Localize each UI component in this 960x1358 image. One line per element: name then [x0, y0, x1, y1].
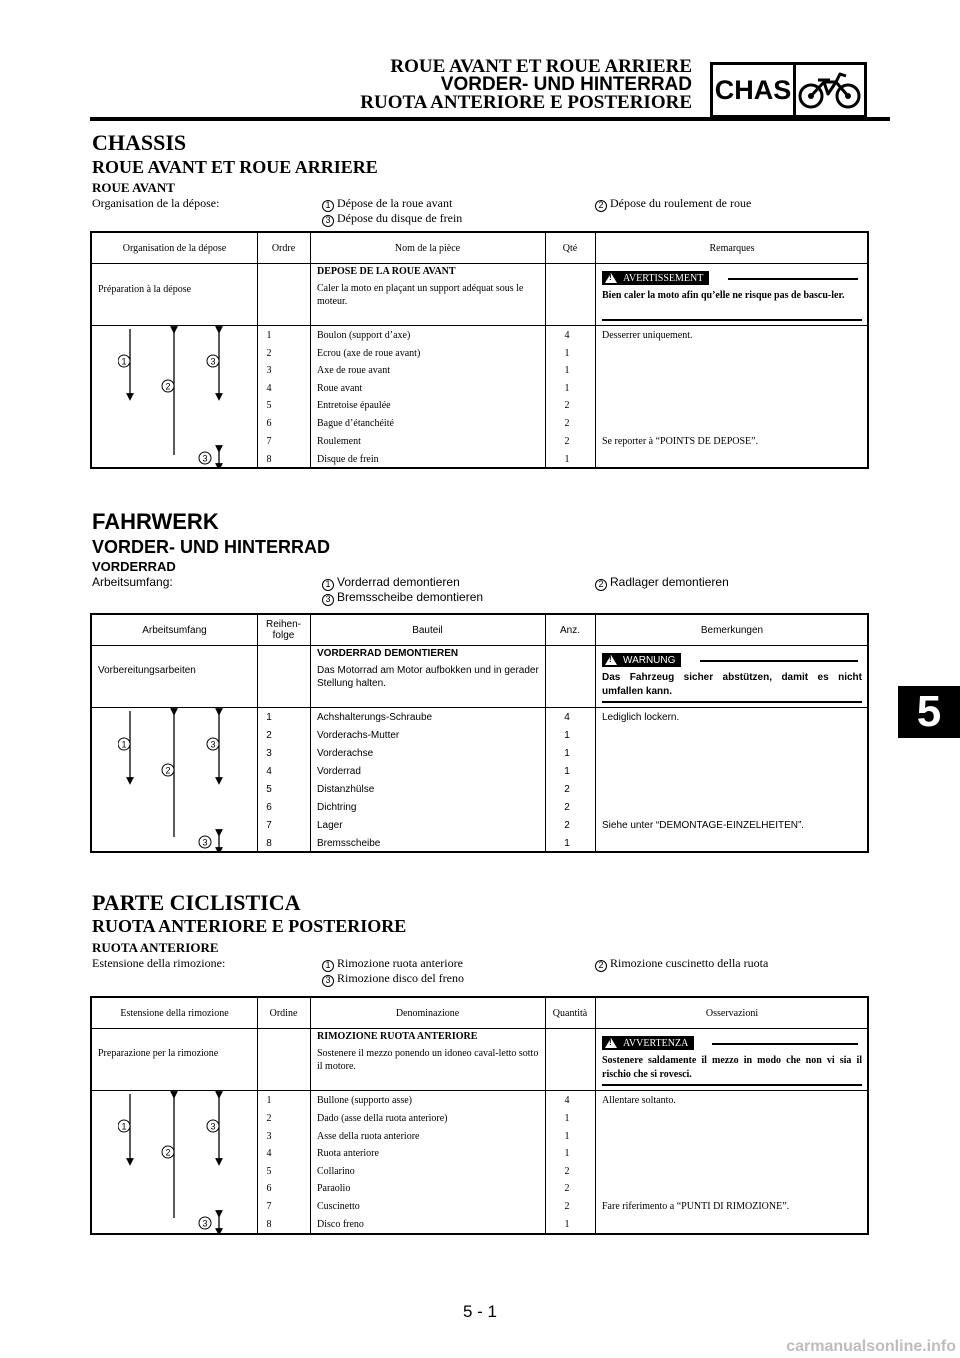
step-title: RIMOZIONE RUOTA ANTERIORE	[317, 1031, 478, 1042]
section-subheading: VORDER- UND HINTERRAD	[92, 537, 330, 557]
table-row: 1 Bullone (supporto asse) 4 Allentare soltanto.	[266, 1095, 676, 1106]
step-description: Sostenere il mezzo ponendo un idoneo caval-letto sotto il motore.	[317, 1048, 539, 1072]
table-row: 2 Dado (asse della ruota anteriore) 1	[266, 1113, 570, 1124]
prep-label: Preparazione per la rimozione	[98, 1048, 219, 1059]
table-row: 7 Roulement 2 Se reporter à “POINTS DE DEPOSE”.	[266, 436, 759, 447]
table-row: 4 Vorderrad 1	[266, 766, 570, 777]
svg-text:3: 3	[210, 1121, 216, 1132]
disassembly-table	[90, 231, 869, 469]
col-header: Qté	[562, 242, 578, 254]
chapter-tab: 5	[898, 686, 960, 738]
watermark: carmanualsonline.info	[786, 1338, 956, 1355]
svg-text:3: 3	[202, 1218, 208, 1229]
step-description: Caler la moto en plaçant un support adéquat sous le moteur.	[317, 283, 524, 307]
motorcycle-icon	[796, 65, 864, 115]
chapter-badge	[710, 62, 867, 118]
org-item: 2 Rimozione cuscinetto della ruota	[595, 956, 768, 972]
org-label: Organisation de la dépose:	[92, 196, 220, 210]
col-header: Quantità	[552, 1007, 588, 1019]
disassembly-table	[90, 996, 869, 1235]
col-header: Arbeitsumfang	[142, 624, 207, 636]
svg-text:2: 2	[165, 381, 171, 392]
step-description: Das Motorrad am Motor aufbokken und in gerader Stellung halten.	[317, 665, 539, 689]
table-row: 5 Entretoise épaulée 2	[266, 400, 570, 411]
table-row: 7 Cuscinetto 2 Fare riferimento a “PUNTI DI RIMOZIONE”.	[266, 1201, 790, 1212]
warning-icon	[605, 655, 617, 665]
col-header: Ordine	[269, 1007, 298, 1019]
org-item: 3 Dépose du disque de frein	[322, 211, 462, 227]
table-row: 8 Disque de frein 1	[266, 454, 570, 465]
col-header: Reihen- folge	[265, 619, 302, 641]
section-subheading: RUOTA ANTERIORE E POSTERIORE	[92, 916, 407, 936]
org-item: 3 Bremsscheibe demontieren	[322, 590, 483, 606]
table-row: 2 Vorderachs-Mutter 1	[266, 730, 570, 741]
table-row: 1 Achshalterungs-Schraube 4 Lediglich lockern.	[266, 712, 680, 723]
table-row: 5 Collarino 2	[266, 1166, 570, 1177]
col-header: Anz.	[559, 624, 580, 636]
col-header: Estensione della rimozione	[120, 1007, 229, 1019]
svg-text:1: 1	[121, 739, 127, 750]
table-row: 5 Distanzhülse 2	[266, 784, 570, 795]
col-header: Ordre	[271, 242, 296, 254]
table-row: 7 Lager 2 Siehe unter “DEMONTAGE-EINZELHEITEN”.	[266, 820, 805, 831]
warning-icon	[605, 273, 617, 283]
table-row: 4 Ruota anteriore 1	[266, 1148, 570, 1159]
warning-box	[602, 271, 864, 323]
warning-icon	[605, 1038, 617, 1048]
warning-badge: ! AVERTISSEMENT	[602, 271, 709, 285]
col-header: Bauteil	[412, 624, 443, 636]
col-header: Osservazioni	[705, 1007, 759, 1019]
header-title-it: RUOTA ANTERIORE E POSTERIORE	[360, 92, 692, 113]
table-row: 3 Asse della ruota anteriore 1	[266, 1131, 570, 1142]
warning-badge: ! WARNUNG	[602, 653, 681, 667]
table-row: 6 Bague d’étanchéité 2	[266, 418, 570, 429]
table-row: 6 Dichtring 2	[266, 802, 570, 813]
table-row: 3 Vorderachse 1	[266, 748, 570, 759]
org-item: 1 Dépose de la roue avant	[322, 196, 452, 212]
org-item: 1 Vorderrad demontieren	[322, 575, 460, 591]
warning-text: Das Fahrzeug sicher abstützen, damit es nicht umfallen kann.	[602, 672, 862, 697]
step-title: DEPOSE DE LA ROUE AVANT	[317, 266, 456, 277]
section-heading: CHASSIS	[92, 130, 187, 155]
svg-text:3: 3	[210, 356, 216, 367]
col-header: Denominazione	[395, 1007, 460, 1019]
table-row: 8 Bremsscheibe 1	[266, 838, 570, 849]
section-subheading: ROUE AVANT ET ROUE ARRIERE	[92, 157, 378, 177]
table-row: 8 Disco freno 1	[266, 1219, 570, 1230]
prep-label: Préparation à la dépose	[98, 284, 192, 295]
prep-label: Vorbereitungsarbeiten	[98, 665, 196, 676]
warning-box	[602, 653, 864, 705]
table-row: 6 Paraolio 2	[266, 1183, 570, 1194]
warning-badge: ! AVVERTENZA	[602, 1036, 694, 1050]
section-heading: FAHRWERK	[92, 509, 219, 534]
org-label: Estensione della rimozione:	[92, 956, 226, 970]
col-header: Nom de la pièce	[394, 242, 461, 254]
org-item: 3 Rimozione disco del freno	[322, 971, 464, 987]
warning-text: Sostenere saldamente il mezzo in modo che non vi sia il rischio che si rovesci.	[602, 1055, 862, 1080]
table-row: 4 Roue avant 1	[266, 383, 570, 394]
svg-text:2: 2	[165, 765, 171, 776]
table-row: 1 Boulon (support d’axe) 4 Desserrer uniquement.	[266, 330, 693, 341]
org-item: 1 Rimozione ruota anteriore	[322, 956, 463, 972]
org-item: 2 Dépose du roulement de roue	[595, 196, 751, 212]
org-label: Arbeitsumfang:	[92, 575, 173, 589]
step-title: VORDERRAD DEMONTIEREN	[317, 648, 459, 659]
header-title-fr: ROUE AVANT ET ROUE ARRIERE	[390, 56, 692, 77]
header-title-de: VORDER- UND HINTERRAD	[440, 74, 692, 95]
warning-text: Bien caler la moto afin qu’elle ne risque pas de bascu-ler.	[602, 290, 845, 301]
page-number: 5 - 1	[462, 1302, 498, 1321]
chapter-label: CHAS	[713, 65, 796, 115]
table-row: 3 Axe de roue avant 1	[266, 365, 570, 376]
svg-text:3: 3	[202, 837, 208, 848]
table-row: 2 Ecrou (axe de roue avant) 1	[266, 348, 570, 359]
svg-text:3: 3	[210, 739, 216, 750]
svg-text:1: 1	[121, 1121, 127, 1132]
org-item: 2 Radlager demontieren	[595, 575, 729, 591]
warning-box	[602, 1036, 864, 1088]
section-subtitle: VORDERRAD	[92, 559, 176, 574]
section-subtitle: RUOTA ANTERIORE	[92, 940, 219, 955]
svg-text:3: 3	[202, 453, 208, 464]
disassembly-table	[90, 613, 869, 853]
col-header: Organisation de la dépose	[122, 242, 227, 254]
col-header: Remarques	[709, 242, 755, 254]
svg-text:1: 1	[121, 356, 127, 367]
section-heading: PARTE CICLISTICA	[92, 890, 301, 915]
section-subtitle: ROUE AVANT	[92, 180, 175, 195]
svg-text:2: 2	[165, 1147, 171, 1158]
col-header: Bemerkungen	[700, 624, 764, 636]
